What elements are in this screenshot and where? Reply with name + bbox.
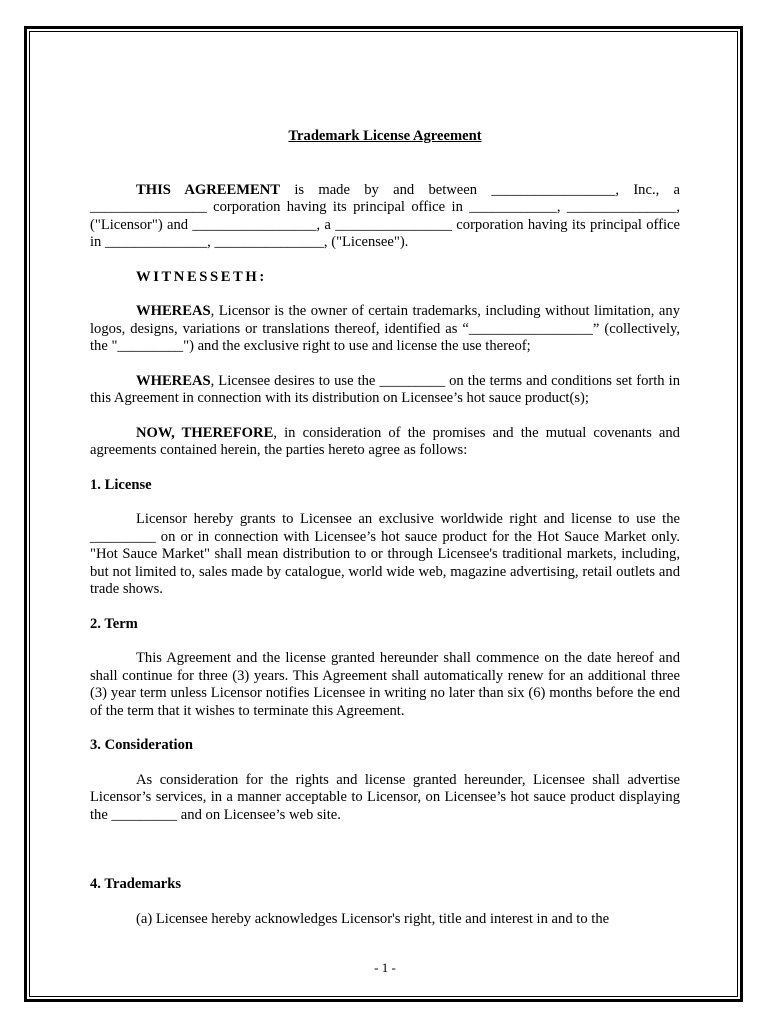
intro-paragraph (90, 182, 680, 252)
whereas-1-lead: WHEREAS (136, 303, 211, 319)
whereas-2-lead: WHEREAS (136, 372, 211, 389)
section-heading-term: 2. Term (90, 615, 138, 632)
whereas-paragraph-2 (90, 373, 680, 408)
section-text-license: Licensor hereby grants to Licensee an exclusive worldwide right and license to use the _________ on or in connection with Licensee’s hot sauce product for the Hot Sauce Market only. "Hot Sauce Market" shall mean distribution to or through Licensee's traditional markets, including, but not limited to, sales made by catalogue, world wide web, magazine advertising, retail outlets and trade shows. (90, 511, 680, 597)
now-therefore-body: , in consideration of the promises and the mutual covenants and agreements contained herein, the parties hereto agree as follows: (90, 424, 680, 458)
spacer (90, 841, 680, 876)
page-number: - 1 - (374, 960, 396, 975)
section-text-term: This Agreement and the license granted hereunder shall commence on the date hereof and shall continue for three (3) years. This Agreement shall automatically renew for an additional three (3) year term unless Licensor notifies Licensee in writing no later than six (6) months before the end of the term that it wishes to terminate this Agreement. (90, 650, 680, 719)
section-heading-consideration: 3. Consideration (90, 737, 193, 753)
section-text-trademarks: (a) Licensee hereby acknowledges Licensor's right, title and interest in and to the (136, 910, 610, 927)
now-therefore-lead: NOW, THEREFORE (136, 424, 274, 441)
section-heading-trademarks: 4. Trademarks (90, 876, 182, 892)
section-text-consideration: As consideration for the rights and license granted hereunder, Licensee shall advertise Licensor’s services, in a manner acceptable to Licensor, on Licensee’s hot sauce product displaying the _________ and on Licensee’s web site. (90, 771, 680, 823)
document-title: Trademark License Agreement (288, 128, 482, 144)
intro-body: is made by and between _________________, Inc., a ________________ corporation having its principal office in ____________, _______________, ("Licensor") and _________________, a ________________ corporation having its principal office in ______________, _______________, ("Licensee"). (90, 181, 681, 250)
now-therefore-paragraph (90, 425, 680, 460)
witnesseth-heading: WITNESSETH: (136, 268, 267, 285)
intro-lead: THIS AGREEMENT (136, 181, 281, 198)
whereas-2-body: , Licensee desires to use the _________ on the terms and conditions set forth in this Agreement in connection with its distribution on Licensee’s hot sauce product(s); (90, 372, 680, 406)
whereas-1-body: , Licensor is the owner of certain trademarks, including without limitation, any logos, designs, variations or translations thereof, identified as “_________________” (collectively, the "_________") and the exclusive right to use and license the use thereof; (90, 303, 680, 354)
section-heading-license: 1. License (90, 476, 152, 493)
whereas-paragraph-1 (90, 303, 680, 356)
document-body (90, 120, 680, 945)
